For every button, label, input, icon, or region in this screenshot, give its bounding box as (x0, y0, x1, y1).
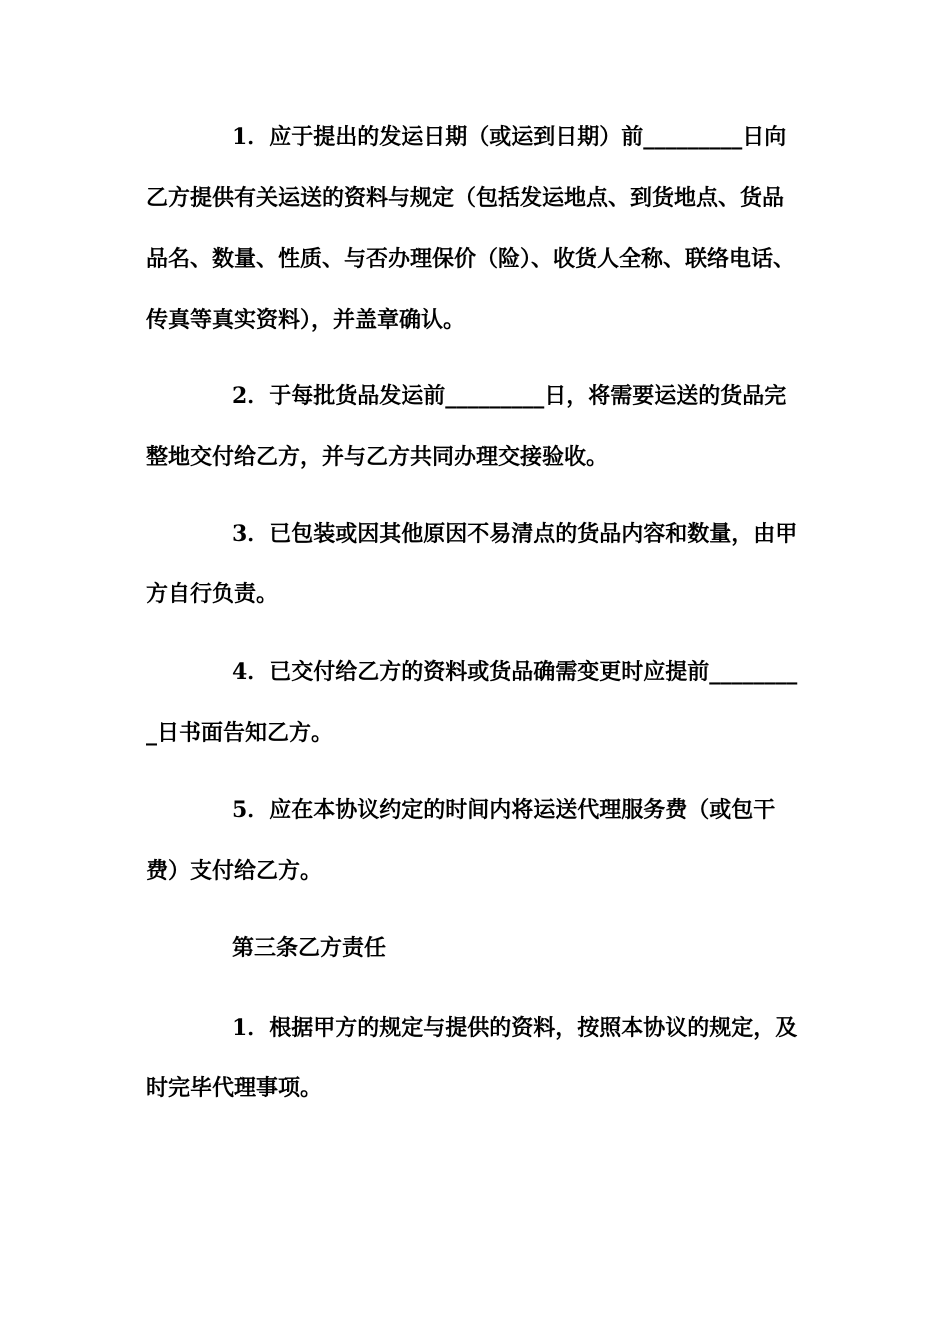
section-heading: 第三条乙方责任 (232, 935, 387, 961)
paragraph-4-line-1: 4．已交付给乙方的资料或货品确需变更时应提前________ (232, 659, 798, 685)
paragraph-1-line-3: 品名、数量、性质、与否办理保价（险）、收货人全称、联络电话、 (146, 246, 796, 272)
paragraph-3-line-1: 3．已包装或因其他原因不易清点的货品内容和数量，由甲 (232, 521, 798, 547)
paragraph-1-line-4: 传真等真实资料），并盖章确认。 (146, 307, 466, 333)
paragraph-4-line-2: _日书面告知乙方。 (146, 720, 334, 746)
paragraph-1-line-1: 1．应于提出的发运日期（或运到日期）前_________日向 (232, 124, 787, 150)
paragraph-2-line-2: 整地交付给乙方，并与乙方共同办理交接验收。 (146, 444, 609, 470)
paragraph-1-line-2: 乙方提供有关运送的资料与规定（包括发运地点、到货地点、货品 (146, 185, 785, 211)
paragraph-6-line-1: 1．根据甲方的规定与提供的资料，按照本协议的规定，及 (232, 1015, 798, 1041)
paragraph-6-line-2: 时完毕代理事项。 (146, 1075, 323, 1101)
paragraph-5-line-2: 费）支付给乙方。 (146, 858, 323, 884)
paragraph-2-line-1: 2．于每批货品发运前_________日，将需要运送的货品完 (232, 383, 787, 409)
paragraph-3-line-2: 方自行负责。 (146, 581, 279, 607)
paragraph-5-line-1: 5．应在本协议约定的时间内将运送代理服务费（或包干 (232, 797, 776, 823)
